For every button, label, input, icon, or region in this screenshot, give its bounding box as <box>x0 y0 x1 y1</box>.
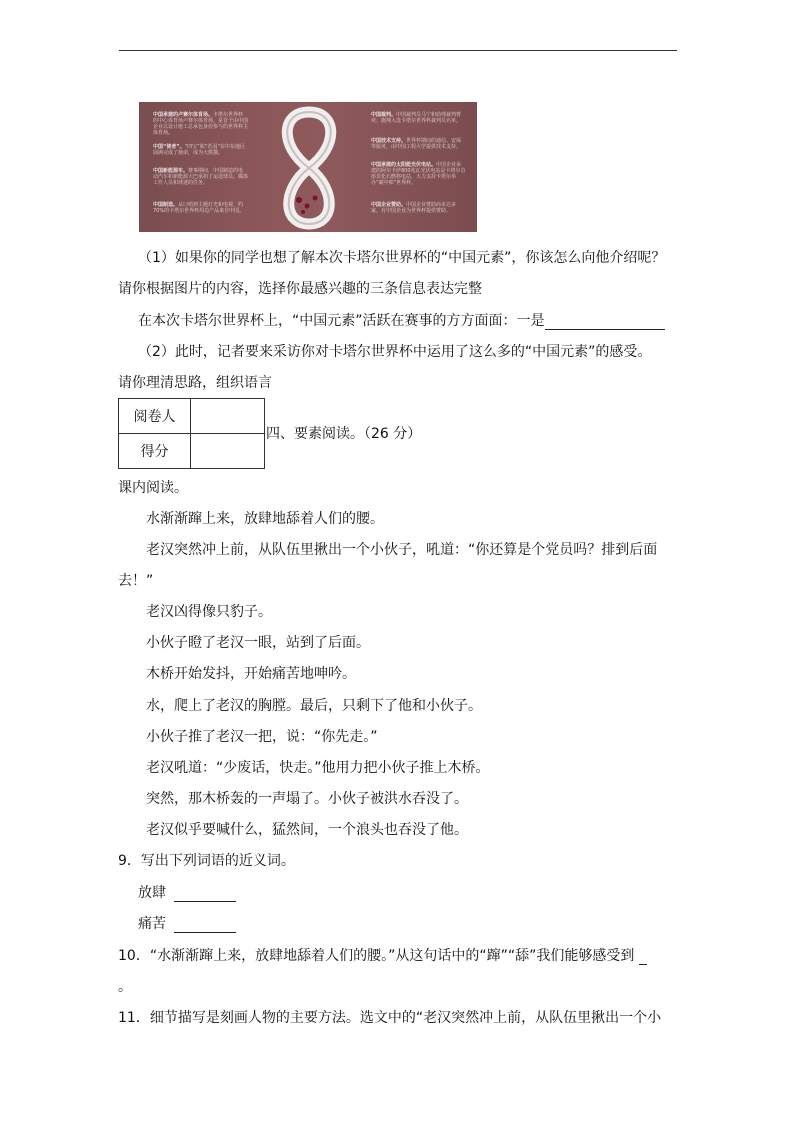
infographic-item: 中国技术支持。世界杯期间的通信、安保等服务，由中国工程大学提供技术支持。 <box>371 138 462 150</box>
q9-blank-1[interactable] <box>174 887 236 902</box>
passage-line: 老汉凶得像只豹子。 <box>146 604 272 620</box>
q10-end: 。 <box>118 979 132 995</box>
q10-prompt: 10．“水渐渐蹿上来，放肆地舔着人们的腰。”从这句话中的“蹿”“舔”我们能够感受到 <box>118 948 635 964</box>
passage-line: 小伙子瞪了老汉一眼，站到了后面。 <box>146 635 370 651</box>
passage-line: 老汉似乎要喊什么，猛然间，一个浪头也吞没了他。 <box>146 822 468 838</box>
score-cell[interactable] <box>191 434 265 469</box>
passage-line: 木桥开始发抖，开始痛苦地呻吟。 <box>146 666 356 682</box>
infographic-item: 中国“使者”。“四宝”和“若羽”在中东地区圆满完成了使命，成为大熊猫。 <box>153 144 245 156</box>
section-title: 四、要素阅读。（26 分） <box>266 426 422 442</box>
passage-line: 水渐渐蹿上来，放肆地舔着人们的腰。 <box>146 511 384 527</box>
q1-answer-line <box>138 312 665 330</box>
passage-line: 老汉吼道：“少废话，快走。”他用力把小伙子推上木桥。 <box>146 760 490 776</box>
reviewer-label: 阅卷人 <box>119 399 191 434</box>
infographic-item: 中国承建的太阳能光伏电站。中国企业承建的阿尔卡萨800兆瓦光伏电站是卡塔尔首座非化石燃料电站，大力支持卡塔尔举办“碳中和”世界杯。 <box>371 162 466 186</box>
q10-blank[interactable] <box>639 950 647 965</box>
q9-blank-2[interactable] <box>174 918 236 933</box>
q9-item-2 <box>138 915 236 933</box>
q1-answer-blank[interactable] <box>545 315 665 330</box>
q9-word-1: 放肆 <box>138 885 166 901</box>
passage-line: 突然，那木桥轰的一声塌了。小伙子被洪水吞没了。 <box>146 791 468 807</box>
world-cup-infographic <box>139 102 477 232</box>
score-table <box>118 398 265 469</box>
passage-line: 去！” <box>118 573 154 589</box>
passage-line: 水，爬上了老汉的胸膛。最后，只剩下了他和小伙子。 <box>146 698 482 714</box>
q1-prompt-cont: 请你根据图片的内容，选择你最感兴趣的三条信息表达完整 <box>118 281 482 297</box>
infographic-item: 中国裁判。中国裁判员马宁和助理裁判曹奕、施翔入选卡塔尔世界杯裁判员名单。 <box>371 112 462 124</box>
q11-prompt: 11．细节描写是刻画人物的主要方法。选文中的“老汉突然冲上前，从队伍里揪出一个小 <box>118 1010 662 1026</box>
infographic-item: 中国企业赞助。中国企业赞助商多达多家，有中国企业为世界杯提供赞助。 <box>371 202 457 214</box>
q10-line <box>118 947 647 965</box>
infographic-item: 中国制造。从口哨到主题灯光和电视，约70%的卡塔尔世界杯周边产品来自中国。 <box>153 202 245 214</box>
infographic-item: 中国新能源车。赛事期间，中国制造的电动汽车和新能源大巴承担了运送球员、媒体工作人员和球迷的任务。 <box>153 168 249 186</box>
passage-line: 小伙子推了老汉一把，说：“你先走。” <box>146 729 378 745</box>
passage-line: 老汉突然冲上前，从队伍里揪出一个小伙子，吼道：“你还算是个党员吗？排到后面 <box>146 542 658 558</box>
q9-prompt: 9．写出下列词语的近义词。 <box>118 853 295 869</box>
header-rule <box>119 50 677 51</box>
world-cup-trophy-icon <box>269 106 349 230</box>
q2-prompt-cont: 请你理清思路，组织语言 <box>118 375 272 391</box>
subsection-title: 课内阅读。 <box>118 480 188 496</box>
q1-answer-prefix: 在本次卡塔尔世界杯上，“中国元素”活跃在赛事的方方面面：一是 <box>138 313 545 329</box>
q9-item-1 <box>138 884 236 902</box>
infographic-item: 中国承建的卢赛尔体育场。卡塔尔世界杯的中心体育场卢赛尔体育场，是首个由中国企业以设计施工总承包身份参与的世界杯主体育场。 <box>153 112 249 136</box>
reviewer-cell[interactable] <box>191 399 265 434</box>
score-label: 得分 <box>119 434 191 469</box>
q2-prompt: （2）此时，记者要来采访你对卡塔尔世界杯中运用了这么多的“中国元素”的感受。 <box>138 344 652 360</box>
q9-word-2: 痛苦 <box>138 916 166 932</box>
q1-prompt: （1）如果你的同学也想了解本次卡塔尔世界杯的“中国元素”，你该怎么向他介绍呢？ <box>138 250 666 266</box>
